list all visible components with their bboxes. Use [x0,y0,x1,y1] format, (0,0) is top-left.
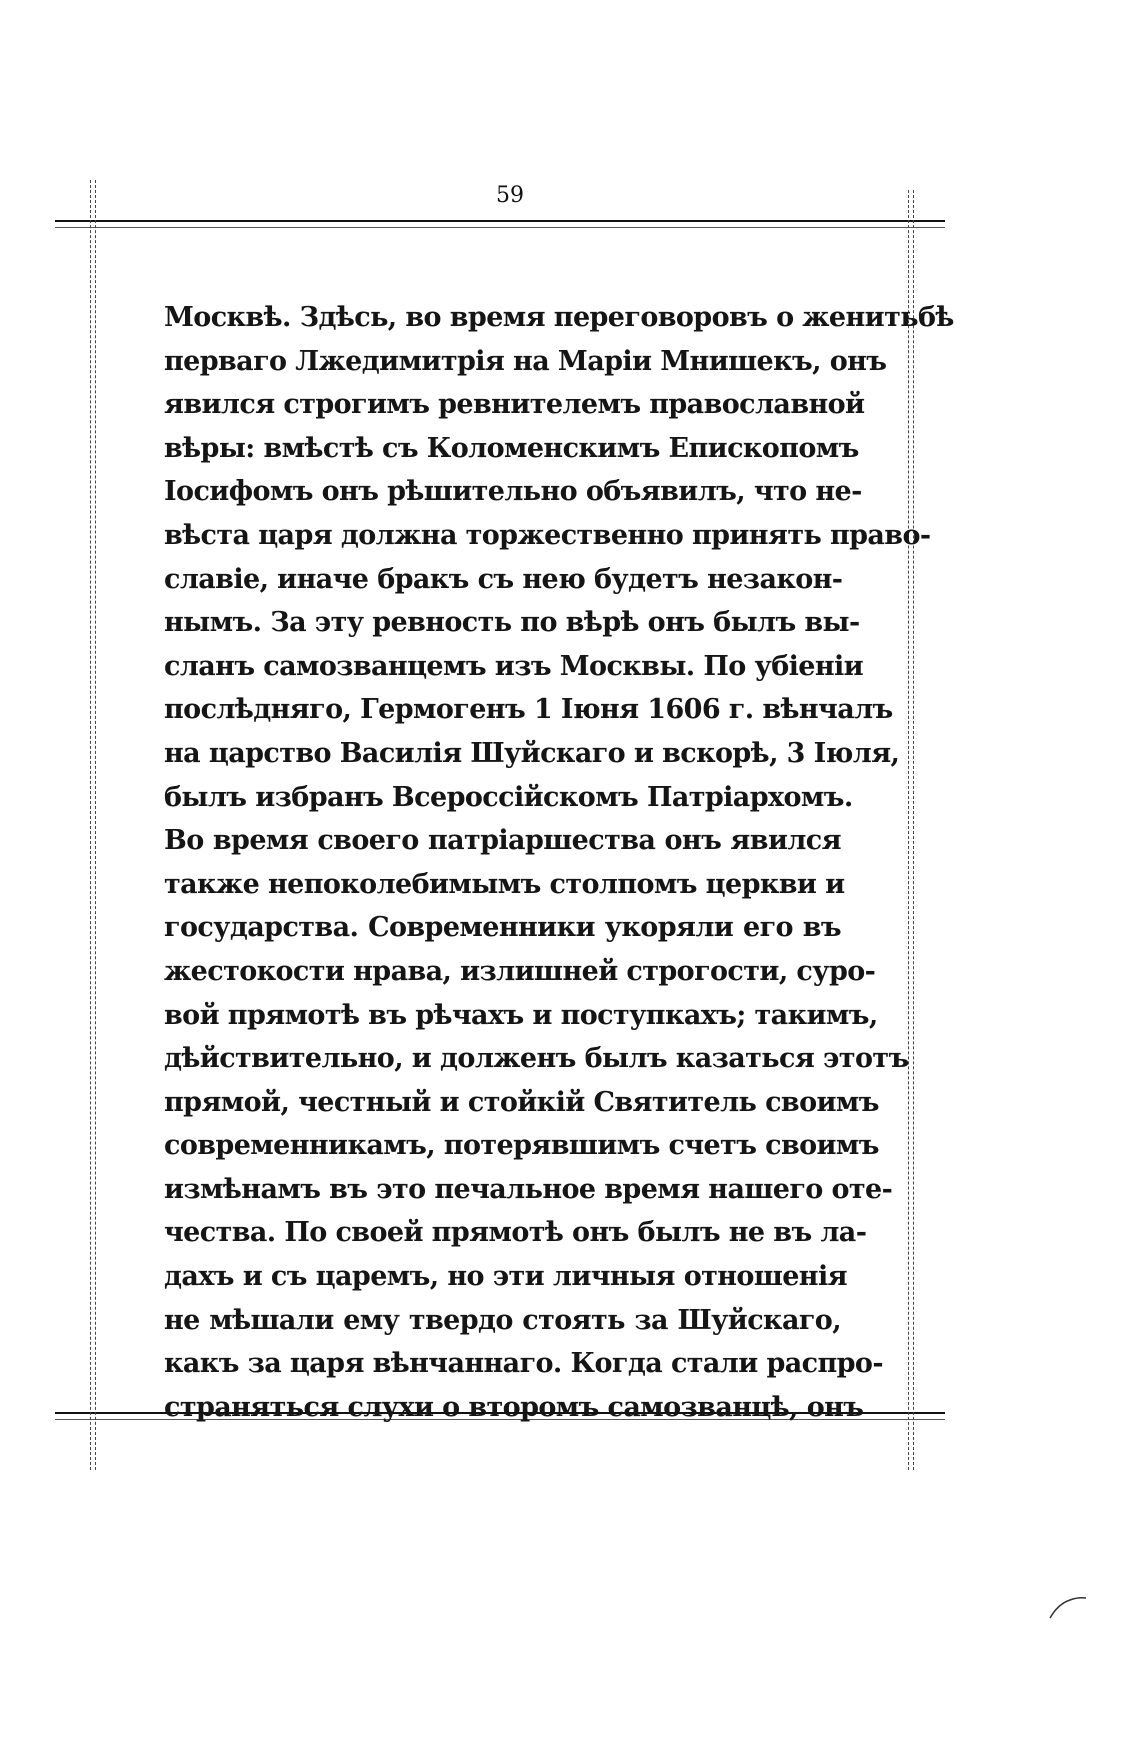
top-rule-thin [55,227,945,228]
text-line: явился строгимъ ревнителемъ православной [164,389,865,421]
text-line: на царство Василія Шуйскаго и вскорѣ, 3 Іюля, [164,737,900,769]
text-line: нымъ. За эту ревность по вѣрѣ онъ былъ вы- [164,607,860,639]
text-line: сланъ самозванцемъ изъ Москвы. По убіеніи [164,650,864,682]
text-line: вѣры: вмѣстѣ съ Коломенскимъ Епископомъ [164,432,859,464]
top-rule [55,220,945,222]
text-line: измѣнамъ въ это печальное время нашего оте- [164,1173,893,1205]
text-line: Во время своего патріаршества онъ явился [164,825,841,857]
text-line: страняться слухи о второмъ самозванцѣ, онъ [164,1391,864,1423]
text-line: жестокости нрава, излишней строгости, суро- [164,955,876,987]
text-line: государства. Современники укоряли его въ [164,912,841,944]
body-text [164,296,954,1429]
text-line: Москвѣ. Здѣсь, во время переговоровъ о женитьбѣ [164,302,954,333]
text-line: вой прямотѣ въ рѣчахъ и поступкахъ; такимъ, [164,999,878,1031]
text-line: славіе, иначе бракъ съ нею будетъ незакон- [164,563,843,595]
text-line: также непоколебимымъ столпомъ церкви и [164,868,845,900]
text-line: чества. По своей прямотѣ онъ былъ не въ ла- [164,1217,867,1249]
text-line: Іосифомъ онъ рѣшительно объявилъ, что не- [164,476,862,508]
text-line: вѣста царя должна торжественно принять право- [164,519,931,551]
right-frame-line [908,190,909,1470]
text-line: послѣдняго, Гермогенъ 1 Іюня 1606 г. вѣнчалъ [164,694,893,726]
left-frame-line [90,180,91,1470]
text-line: дахъ и съ царемъ, но эти личныя отношенія [164,1261,847,1293]
page-number: 59 [496,183,524,208]
text-line: былъ избранъ Всероссійскомъ Патріархомъ. [164,781,853,813]
right-frame-line-inner [913,190,914,1470]
left-frame-line-inner [95,180,96,1470]
text-line: современникамъ, потерявшимъ счетъ своимъ [164,1130,879,1162]
text-line: не мѣшали ему твердо стоять за Шуйскаго, [164,1304,841,1336]
text-line: какъ за царя вѣнчаннаго. Когда стали распро- [164,1348,883,1380]
text-line: прямой, честный и стойкій Святитель своимъ [164,1086,879,1118]
text-line: дѣйствительно, и долженъ былъ казаться этотъ [164,1043,909,1075]
text-line: перваго Лжедимитрія на Маріи Мнишекъ, онъ [164,345,887,377]
pencil-mark [1048,1590,1088,1620]
